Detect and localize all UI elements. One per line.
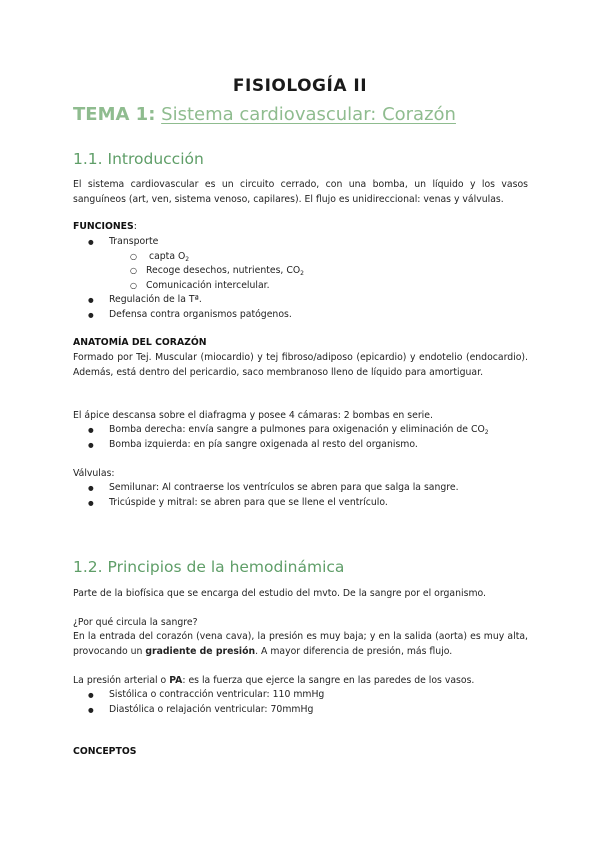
apice-paragraph: El ápice descansa sobre el diafragma y posee 4 cámaras: 2 bombas en serie. (73, 410, 433, 421)
hemodinamica-intro: Parte de la biofísica que se encarga del estudio del mvto. De la sangre por el organismo. (73, 588, 486, 599)
tema-label: TEMA 1: (73, 104, 156, 125)
list-item: ○ capta $O_2$ (130, 250, 304, 265)
conceptos-label: CONCEPTOS (73, 746, 137, 757)
list-item: ● Diastólica o relajación ventricular: 70mmHg (88, 703, 324, 718)
list-item: ● Sistólica o contracción ventricular: 110 mmHg (88, 688, 324, 703)
intro-paragraph: El sistema cardiovascular es un circuito cerrado, con una bomba, un líquido y los vasos sanguíneos (art, ven, sistema venoso, capilares). El flujo es unidireccional: venas y válvulas. (73, 179, 528, 205)
list-item: ● Regulación de la Tª. (88, 293, 304, 308)
transporte-sublist (109, 250, 304, 294)
question-text: ¿Por qué circula la sangre? (73, 617, 198, 628)
topic-title (73, 104, 456, 125)
funciones-label: FUNCIONES: (73, 221, 137, 232)
valvulas-list (88, 481, 459, 510)
tema-topic: Sistema cardiovascular: Corazón (161, 104, 456, 125)
list-item: ● Semilunar: Al contraerse los ventrículos se abren para que salga la sangre. (88, 481, 459, 496)
valvulas-label: Válvulas: (73, 468, 115, 479)
document-title: FISIOLOGÍA II (232, 76, 368, 96)
funciones-list (88, 235, 304, 322)
anatomia-paragraph: Formado por Tej. Muscular (miocardio) y tej fibroso/adiposo (epicardio) y endotelio (endocardio). Además, está dentro del pericardio, saco membranoso lleno de líquido para amortiguar. (73, 352, 528, 378)
section-heading-introduccion: 1.1. Introducción (73, 150, 204, 168)
pa-paragraph: La presión arterial o PA: es la fuerza que ejerce la sangre en las paredes de los vasos. (73, 675, 475, 686)
list-item: ● Bomba derecha: envía sangre a pulmones para oxigenación y eliminación de $CO_2$ (88, 423, 489, 438)
list-item: ● Transporte ○ capta $O_2$ ○ Recoge desechos, nutrientes, $CO_2$ ○ Comunicación intercelular. (88, 235, 304, 293)
list-item: ● Tricúspide y mitral: se abren para que se llene el ventrículo. (88, 496, 459, 511)
list-item: ○ Comunicación intercelular. (130, 279, 304, 294)
pa-list (88, 688, 324, 717)
list-item: ● Defensa contra organismos patógenos. (88, 308, 304, 323)
answer-paragraph: En la entrada del corazón (vena cava), la presión es muy baja; y en la salida (aorta) es muy alta, provocando un gradiente de presión. A mayor diferencia de presión, más flujo. (73, 631, 528, 657)
anatomia-label: ANATOMÍA DEL CORAZÓN (73, 337, 207, 348)
list-item: ● Bomba izquierda: en pía sangre oxigenada al resto del organismo. (88, 438, 489, 453)
bombas-list (88, 423, 489, 452)
section-heading-hemodinamica: 1.2. Principios de la hemodinámica (73, 558, 345, 576)
list-item: ○ Recoge desechos, nutrientes, $CO_2$ (130, 264, 304, 279)
